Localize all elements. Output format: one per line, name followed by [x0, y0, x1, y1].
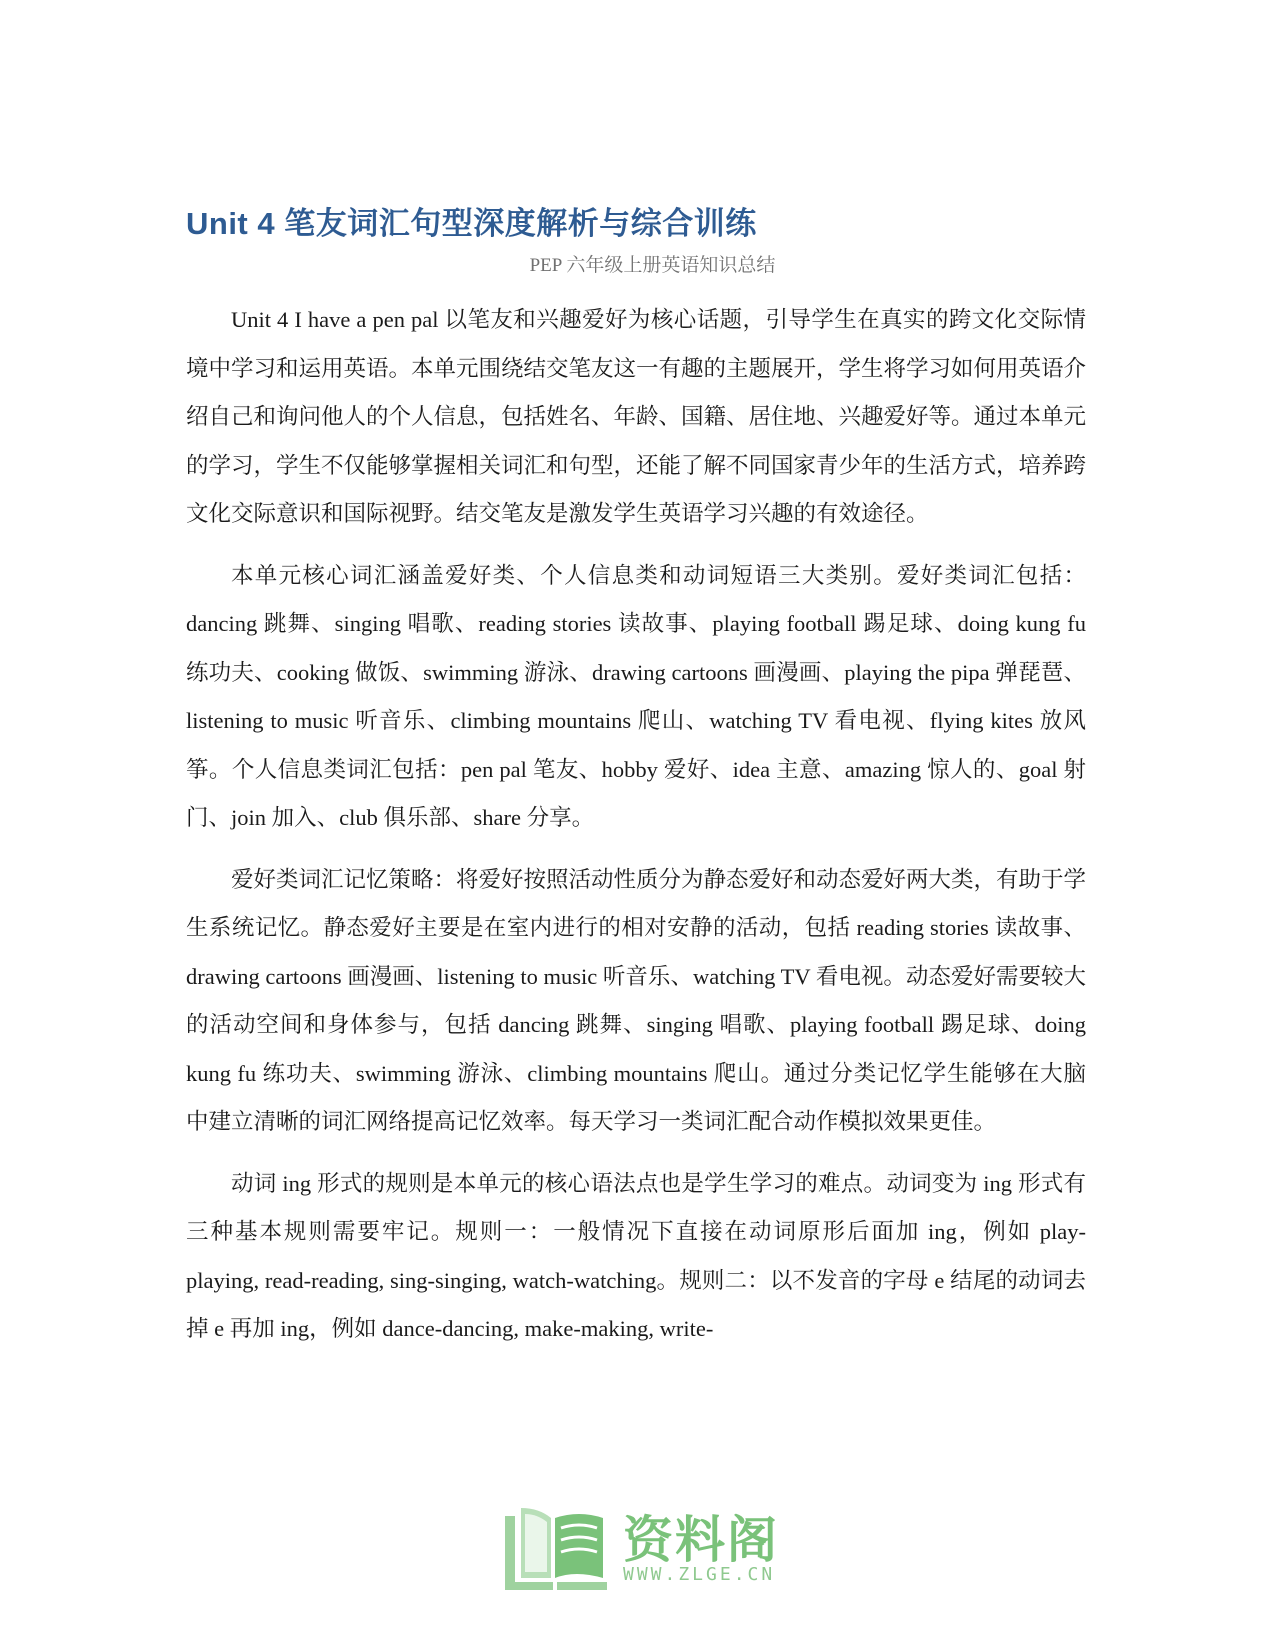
paragraph-ing-rules: 动词 ing 形式的规则是本单元的核心语法点也是学生学习的难点。动词变为 ing 形式有三种基本规则需要牢记。规则一：一般情况下直接在动词原形后面加 ing，例如 play-playing, read-reading, sing-singing, watch-watching。规则二：以不发音的字母 e 结尾的动词去掉 e 再加 ing，例如 dance-dancing, make-making, write-: [186, 1170, 1086, 1341]
document-body: [186, 296, 1086, 1367]
paragraph-vocabulary: 本单元核心词汇涵盖爱好类、个人信息类和动词短语三大类别。爱好类词汇包括：dancing 跳舞、singing 唱歌、reading stories 读故事、playing football 踢足球、doing kung fu 练功夫、cooking 做饭、swimming 游泳、drawing cartoons 画漫画、playing the pipa 弹琵琶、listening to music 听音乐、climbing mountains 爬山、watching TV 看电视、flying kites 放风筝。个人信息类词汇包括：pen pal 笔友、hobby 爱好、idea 主意、amazing 惊人的、goal 射门、join 加入、club 俱乐部、share 分享。: [186, 562, 1086, 830]
watermark-url: WWW.ZLGE.CN: [623, 1564, 776, 1585]
paragraph-memory-strategy: 爱好类词汇记忆策略：将爱好按照活动性质分为静态爱好和动态爱好两大类，有助于学生系统记忆。静态爱好主要是在室内进行的相对安静的活动，包括 reading stories 读故事、drawing cartoons 画漫画、listening to music 听音乐、watching TV 看电视。动态爱好需要较大的活动空间和身体参与，包括 dancing 跳舞、singing 唱歌、playing football 踢足球、doing kung fu 练功夫、swimming 游泳、climbing mountains 爬山。通过分类记忆学生能够在大脑中建立清晰的词汇网络提高记忆效率。每天学习一类词汇配合动作模拟效果更佳。: [186, 866, 1087, 1134]
watermark-name: 资料阁: [623, 1511, 779, 1569]
paragraph-intro: Unit 4 I have a pen pal 以笔友和兴趣爱好为核心话题，引导学生在真实的跨文化交际情境中学习和运用英语。本单元围绕结交笔友这一有趣的主题展开，学生将学习如何用英语介绍自己和询问他人的个人信息，包括姓名、年龄、国籍、居住地、兴趣爱好等。通过本单元的学习，学生不仅能够掌握相关词汇和句型，还能了解不同国家青少年的生活方式，培养跨文化交际意识和国际视野。结交笔友是激发学生英语学习兴趣的有效途径。: [186, 307, 1087, 526]
open-book-logo-icon: [495, 1498, 615, 1598]
watermark-logo: [495, 1498, 785, 1598]
document-subtitle: PEP 六年级上册英语知识总结: [529, 255, 776, 276]
document-title: Unit 4 笔友词汇句型深度解析与综合训练: [186, 206, 757, 241]
